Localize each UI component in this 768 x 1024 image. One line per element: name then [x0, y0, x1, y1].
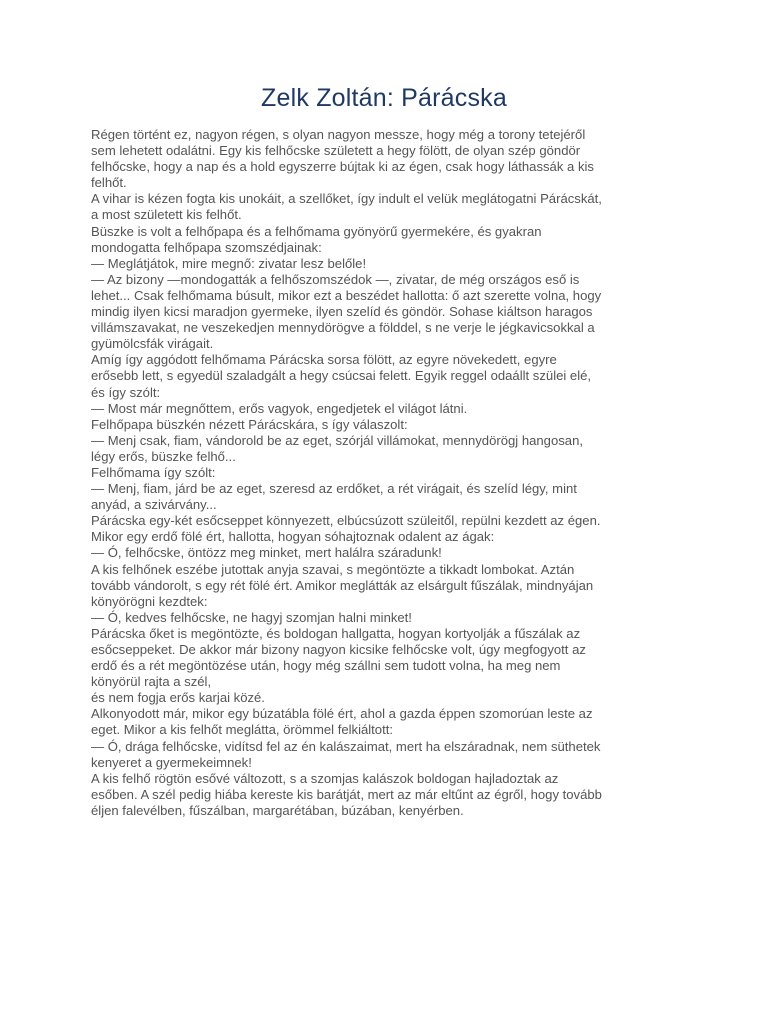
- text-line: tovább vándorolt, s egy rét fölé ért. Amikor meglátták az elsárgult fűszálak, mindnyájan: [91, 577, 594, 593]
- text-line: légy erős, büszke felhő...: [91, 448, 236, 464]
- text-line: — Menj csak, fiam, vándorold be az eget, szórjál villámokat, mennydörögj hangosan,: [91, 432, 583, 448]
- text-line: Párácska őket is megöntözte, és boldogan hallgatta, hogyan kortyolják a fűszálak az: [91, 625, 581, 641]
- text-line: gyümölcsfák virágait.: [91, 336, 214, 352]
- text-line: Alkonyodott már, mikor egy búzatábla fölé ért, ahol a gazda éppen szomorúan leste az: [91, 706, 593, 722]
- text-line: mindig ilyen kicsi maradjon gyermeke, ilyen szelíd és göndör. Sohase kiáltson haragos: [91, 304, 593, 320]
- text-line: — Menj, fiam, járd be az eget, szeresd az erdőket, a rét virágait, és szelíd légy, mint: [91, 481, 577, 497]
- text-line: könyörül rajta a szél,: [91, 674, 212, 690]
- text-line: — Most már megnőttem, erős vagyok, engedjetek el világot látni.: [91, 400, 468, 416]
- text-line: felhőcske, hogy a nap és a hold egyszerre bújtak ki az égen, csak hogy láthassák a kis: [91, 159, 594, 175]
- text-line: a most született kis felhőt.: [91, 207, 242, 223]
- text-line: villámszavakat, ne veszekedjen mennydörögve a földdel, s ne verje le jégkavicsokkal a: [91, 320, 595, 336]
- text-line: éljen falevélben, fűszálban, margarétában, búzában, kenyérben.: [91, 802, 464, 818]
- text-line: és nem fogja erős karjai közé.: [91, 690, 265, 706]
- text-line: A kis felhőnek eszébe jutottak anyja szavai, s megöntözte a tikkadt lombokat. Aztán: [91, 561, 575, 577]
- text-line: esőben. A szél pedig hiába kereste kis barátját, mert az már eltűnt az égről, hogy tovább: [91, 786, 602, 802]
- text-line: felhőt.: [91, 175, 127, 191]
- text-line: Büszke is volt a felhőpapa és a felhőmama gyönyörű gyermekére, és gyakran: [91, 223, 542, 239]
- text-line: eget. Mikor a kis felhőt meglátta, örömmel felkiáltott:: [91, 722, 394, 738]
- text-line: Felhőpapa büszkén nézett Párácskára, s így válaszolt:: [91, 416, 408, 432]
- text-line: — Ó, drága felhőcske, vidítsd fel az én kalászaimat, mert ha elszáradnak, nem süthetek: [91, 738, 601, 754]
- text-line: mondogatta felhőpapa szomszédjainak:: [91, 239, 322, 255]
- text-line: Párácska egy-két esőcseppet könnyezett, elbúcsúzott szüleitől, repülni kezdett az égen.: [91, 513, 601, 529]
- text-line: Felhőmama így szólt:: [91, 464, 216, 480]
- page-title: Zelk Zoltán: Párácska: [261, 84, 507, 112]
- text-line: lehet... Csak felhőmama búsult, mikor ezt a beszédet hallotta: ő azt szerette volna, hogy: [91, 287, 602, 303]
- text-line: könyörögni kezdtek:: [91, 593, 208, 609]
- text-line: Régen történt ez, nagyon régen, s olyan nagyon messze, hogy még a torony tetejéről: [91, 127, 586, 142]
- text-line: és így szólt:: [91, 384, 161, 400]
- text-line: esőcseppeket. De akkor már bizony nagyon kicsike felhőcske volt, úgy megfogyott az: [91, 642, 586, 657]
- text-line: A vihar is kézen fogta kis unokáit, a szellőket, így indult el velük meglátogatni Párácskát,: [91, 191, 602, 207]
- text-line: Mikor egy erdő fölé ért, hallotta, hogyan sóhajtoznak odalent az ágak:: [91, 529, 495, 545]
- text-line: — Ó, kedves felhőcske, ne hagyj szomjan halni minket!: [91, 609, 412, 625]
- text-line: — Az bizony —mondogatták a felhőszomszédok —, zivatar, de még országos eső is: [91, 271, 580, 287]
- text-line: erdő és a rét megöntözése után, hogy még szállni sem tudott volna, ha meg nem: [91, 658, 561, 674]
- text-line: A kis felhő rögtön esővé változott, s a szomjas kalászok boldogan hajladoztak az: [91, 770, 559, 786]
- text-line: — Ó, felhőcske, öntözz meg minket, mert halálra száradunk!: [91, 545, 442, 561]
- text-line: — Meglátjátok, mire megnő: zivatar lesz belőle!: [91, 255, 367, 271]
- text-line: erősebb lett, s egyedül szaladgált a hegy csúcsai felett. Egyik reggel odaállt szülei elé,: [91, 368, 592, 384]
- text-line: sem lehetett odalátni. Egy kis felhőcske született a hegy fölött, de olyan szép göndör: [91, 143, 581, 159]
- text-line: kenyeret a gyermekeimnek!: [91, 754, 252, 770]
- story-text: [91, 127, 681, 819]
- text-line: Amíg így aggódott felhőmama Párácska sorsa fölött, az egyre növekedett, egyre: [91, 352, 557, 368]
- text-line: anyád, a szivárvány...: [91, 497, 217, 513]
